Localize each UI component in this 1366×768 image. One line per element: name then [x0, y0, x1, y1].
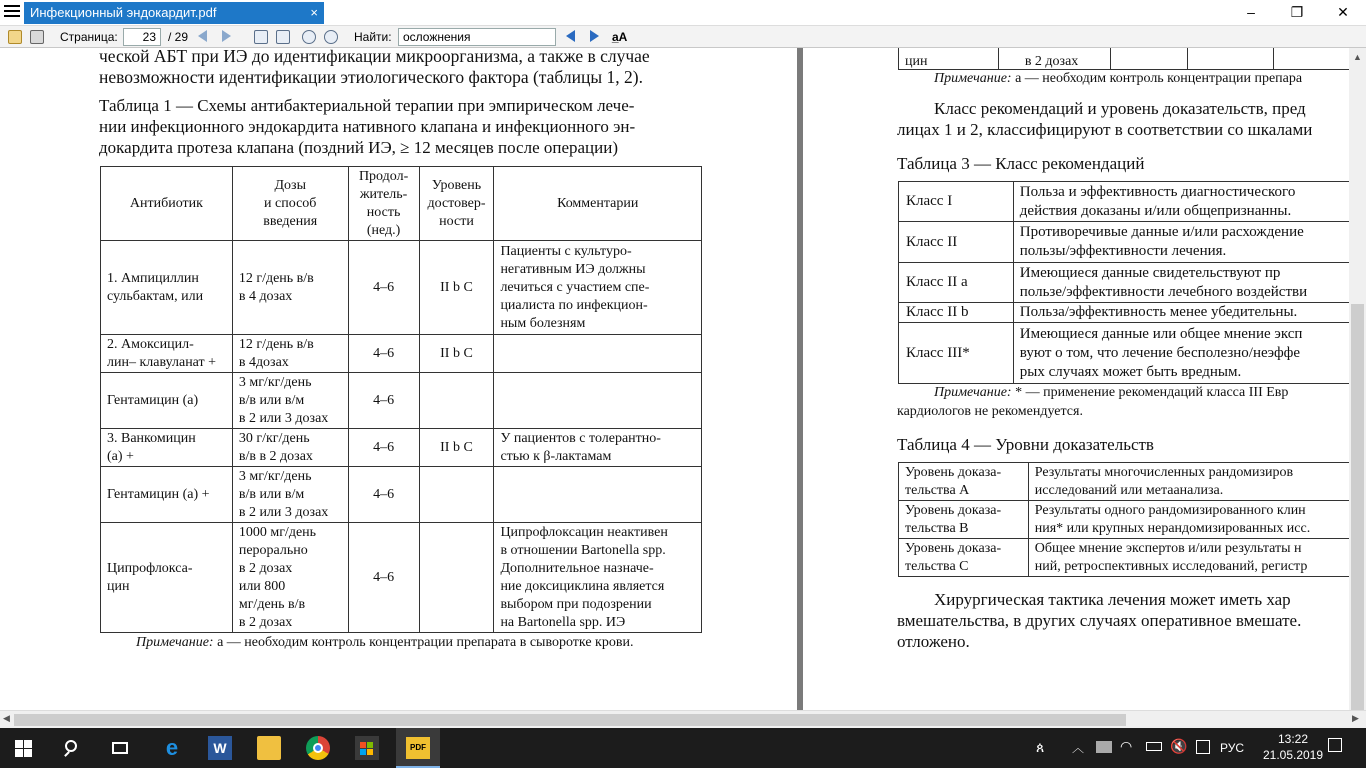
task-view-icon[interactable] — [108, 736, 132, 760]
windows-start-icon[interactable] — [12, 736, 36, 760]
level-cell — [419, 467, 494, 523]
table4-title: Таблица 4 — Уровни доказательств — [897, 435, 1154, 454]
drug-cell: Гентамицин (а) + — [101, 467, 233, 523]
horizontal-scroll-thumb[interactable] — [14, 714, 1126, 726]
note-label: Примечание: — [136, 635, 214, 650]
language-indicator[interactable]: РУС — [1220, 741, 1245, 755]
table-row — [899, 323, 1366, 384]
page-label: Страница: — [60, 30, 118, 44]
horizontal-scrollbar[interactable] — [0, 710, 1366, 728]
note-text: * — применение рекомендаций класса III Евр — [1011, 385, 1289, 400]
pdf-icon: PDF — [406, 737, 430, 759]
dose-cell: 3 мг/кг/день в/в или в/м в 2 или 3 дозах — [232, 373, 348, 429]
note-text: а — необходим контроль концентрации препара — [1011, 71, 1303, 86]
close-tab-icon[interactable]: × — [310, 5, 318, 20]
next-page-icon[interactable] — [222, 30, 231, 42]
minimize-button[interactable]: – — [1247, 4, 1255, 20]
para2-line-1: Хирургическая тактика лечения может иметь хар — [934, 590, 1291, 609]
fit-width-icon[interactable] — [254, 30, 268, 44]
dose-cell: 12 г/день в/в в 4дозах — [232, 335, 348, 373]
dose-cell: 1000 мг/день перорально в 2 дозах или 800 мг/день в/в в 2 дозах — [232, 523, 348, 633]
level-cell — [419, 373, 494, 429]
class-cell: Класс I — [899, 182, 1014, 222]
note-label: Примечание: — [934, 385, 1012, 400]
para2-line-2: вмешательства, в других случаях оперативное вмешате. — [897, 611, 1302, 630]
notifications-icon[interactable] — [1328, 738, 1342, 752]
comment-cell — [494, 335, 702, 373]
duration-cell: 4–6 — [348, 335, 419, 373]
header-comments: Комментарии — [494, 167, 702, 241]
dose-cell: 12 г/день в/в в 4 дозах — [232, 241, 348, 335]
close-button[interactable]: ✕ — [1337, 4, 1349, 20]
document-viewport[interactable] — [0, 48, 1366, 710]
find-prev-icon[interactable] — [566, 30, 575, 42]
vertical-scroll-thumb[interactable] — [1351, 304, 1364, 710]
table-row — [101, 335, 702, 373]
duration-cell: 4–6 — [348, 467, 419, 523]
maximize-button[interactable]: ❐ — [1290, 4, 1304, 20]
find-label: Найти: — [354, 30, 392, 44]
level-cell: Уровень доказа- тельства С — [899, 539, 1029, 577]
table-row — [899, 539, 1366, 577]
para1-line-1: Класс рекомендаций и уровень доказательств, пред — [934, 99, 1306, 118]
duration-cell: 4–6 — [348, 241, 419, 335]
description-cell: Результаты одного рандомизированного клин ния* или крупных нерандомизированных исс. — [1028, 501, 1366, 539]
table-row — [101, 467, 702, 523]
title-bar — [0, 0, 1366, 26]
volume-icon[interactable]: 🔇 — [1170, 738, 1188, 754]
dose-cell: 3 мг/кг/день в/в или в/м в 2 или 3 дозах — [232, 467, 348, 523]
table-row — [899, 303, 1366, 323]
table-row — [101, 241, 702, 335]
keyboard-icon[interactable] — [1196, 740, 1210, 754]
level-cell: II b C — [419, 335, 494, 373]
drug-cell: 2. Амоксицил- лин– клавуланат + — [101, 335, 233, 373]
duration-cell: 4–6 — [348, 523, 419, 633]
wifi-icon[interactable]: ◠ — [1120, 738, 1133, 754]
table3-note — [934, 385, 1288, 401]
description-cell: Противоречивые данные и/или расхождение пользы/эффективности лечения. — [1013, 222, 1366, 263]
recommendation-class-table — [898, 181, 1366, 384]
battery-icon[interactable] — [1146, 742, 1162, 751]
description-cell: Имеющиеся данные или общее мнение эксп вуют о том, что лечение бесполезно/неэффе рых случаях может быть вредным. — [1013, 323, 1366, 384]
table2-dose-cell: в 2 дозах — [998, 48, 1110, 70]
document-tab[interactable] — [24, 2, 324, 24]
class-cell: Класс II — [899, 222, 1014, 263]
print-icon[interactable] — [30, 30, 44, 44]
open-folder-icon[interactable] — [8, 30, 22, 44]
clock-time[interactable]: 13:22 — [1277, 732, 1309, 746]
header-duration: Продол- житель- ность (нед.) — [348, 167, 419, 241]
drug-cell: Ципрофлокса- цин — [101, 523, 233, 633]
table-row — [899, 501, 1366, 539]
header-level: Уровень достовер- ности — [419, 167, 494, 241]
comment-cell — [494, 373, 702, 429]
pdf-viewer-taskbar-item[interactable] — [396, 728, 440, 768]
edge-browser-icon[interactable]: e — [165, 735, 179, 760]
prev-page-icon[interactable] — [198, 30, 207, 42]
table3-note-line-2: кардиологов не рекомендуется. — [897, 404, 1083, 419]
comment-cell — [494, 467, 702, 523]
toolbar — [0, 26, 1366, 48]
drug-cell: 3. Ванкомицин (а) + — [101, 429, 233, 467]
intro-line-2: невозможности идентификации этиологического фактора (таблицы 1, 2). — [99, 67, 643, 87]
table-row — [899, 182, 1366, 222]
table-row — [899, 222, 1366, 263]
fit-page-icon[interactable] — [276, 30, 290, 44]
table3-title: Таблица 3 — Класс рекомендаций — [897, 154, 1145, 173]
scroll-right-icon[interactable]: ▶ — [1352, 713, 1359, 723]
description-cell: Общее мнение экспертов и/или результаты н ний, ретроспективных исследований, регистр — [1028, 539, 1366, 577]
duration-cell: 4–6 — [348, 429, 419, 467]
find-input[interactable]: осложнения — [398, 28, 556, 46]
table-row — [101, 373, 702, 429]
evidence-level-table — [898, 462, 1366, 577]
table-header-row — [101, 167, 702, 241]
description-cell: Польза/эффективность менее убедительны. — [1013, 303, 1366, 323]
level-cell — [419, 523, 494, 633]
level-cell: II b C — [419, 429, 494, 467]
table-row — [899, 463, 1366, 501]
table-row — [101, 523, 702, 633]
drug-cell: Гентамицин (а) — [101, 373, 233, 429]
duration-cell: 4–6 — [348, 373, 419, 429]
dose-cell: 30 г/кг/день в/в в 2 дозах — [232, 429, 348, 467]
scroll-left-icon[interactable]: ◀ — [3, 713, 10, 723]
tab-title: Инфекционный эндокардит.pdf — [30, 5, 217, 20]
intro-line-1: ческой АБТ при ИЭ до идентификации микроорганизма, а также в случае — [99, 48, 650, 66]
people-icon[interactable]: ጰ — [1036, 739, 1045, 755]
comment-cell: У пациентов с толерантно- стью к β-лактамам — [494, 429, 702, 467]
level-cell: II b C — [419, 241, 494, 335]
search-icon[interactable] — [60, 736, 84, 760]
page-divider — [797, 48, 803, 710]
network-device-icon[interactable] — [1096, 741, 1112, 753]
table-row — [899, 263, 1366, 303]
page-total: / 29 — [168, 30, 189, 44]
page-number-input[interactable]: 23 — [123, 28, 161, 46]
menu-icon[interactable] — [4, 5, 20, 19]
table1-title-1: Таблица 1 — Схемы антибактериальной терапии при эмпирическом лече- — [99, 96, 635, 115]
class-cell: Класс II a — [899, 263, 1014, 303]
chrome-icon[interactable] — [306, 736, 330, 760]
store-icon[interactable] — [355, 736, 379, 760]
taskbar — [0, 728, 1366, 768]
class-cell: Класс II b — [899, 303, 1014, 323]
para1-line-2: лицах 1 и 2, классифицируют в соответствии со шкалами — [897, 120, 1313, 139]
header-antibiotic: Антибиотик — [101, 167, 233, 241]
header-dose: Дозы и способ введения — [232, 167, 348, 241]
description-cell: Результаты многочисленных рандомизиров исследований или метаанализа. — [1028, 463, 1366, 501]
word-icon[interactable]: W — [208, 736, 232, 760]
zoom-in-icon[interactable] — [324, 30, 338, 44]
description-cell: Имеющиеся данные свидетельствуют пр пользе/эффективности лечебного воздействи — [1013, 263, 1366, 303]
zoom-out-icon[interactable] — [302, 30, 316, 44]
note-text: а — необходим контроль концентрации препарата в сыворотке крови. — [213, 635, 634, 650]
find-next-icon[interactable] — [590, 30, 599, 42]
level-cell: Уровень доказа- тельства В — [899, 501, 1029, 539]
description-cell: Польза и эффективность диагностического действия доказаны и/или общепризнанны. — [1013, 182, 1366, 222]
table1-note — [136, 635, 633, 651]
level-cell: Уровень доказа- тельства А — [899, 463, 1029, 501]
table-row — [101, 429, 702, 467]
table1-title-2: нии инфекционного эндокардита нативного клапана и инфекционного эн- — [99, 117, 636, 136]
match-case-icon[interactable]: a̲A — [612, 30, 628, 44]
scroll-up-icon[interactable]: ▲ — [1353, 52, 1362, 62]
class-cell: Класс III* — [899, 323, 1014, 384]
show-hidden-icons[interactable]: ︿ — [1072, 741, 1085, 755]
drug-cell: 1. Ампициллин сульбактам, или — [101, 241, 233, 335]
antibiotic-table — [100, 166, 702, 633]
file-explorer-icon[interactable] — [257, 736, 281, 760]
table2-drug-cell: цин — [899, 48, 999, 70]
comment-cell: Ципрофлоксацин неактивен в отношении Bartonella spp. Дополнительное назначе- ние доксициклина является выбором при подозрении на Bartonella spp. ИЭ — [494, 523, 702, 633]
para2-line-3: отложено. — [897, 632, 970, 651]
table1-title-3: докардита протеза клапана (поздний ИЭ, ≥ 12 месяцев после операции) — [99, 138, 619, 157]
clock-date[interactable]: 21.05.2019 — [1262, 748, 1324, 762]
vertical-scrollbar[interactable] — [1349, 48, 1366, 710]
table2-note — [934, 71, 1302, 87]
note-label: Примечание: — [934, 71, 1012, 86]
table2-fragment — [898, 48, 1366, 70]
comment-cell: Пациенты с культуро- негативным ИЭ должны лечиться с участием спе- циалиста по инфекцион- ным болезням — [494, 241, 702, 335]
